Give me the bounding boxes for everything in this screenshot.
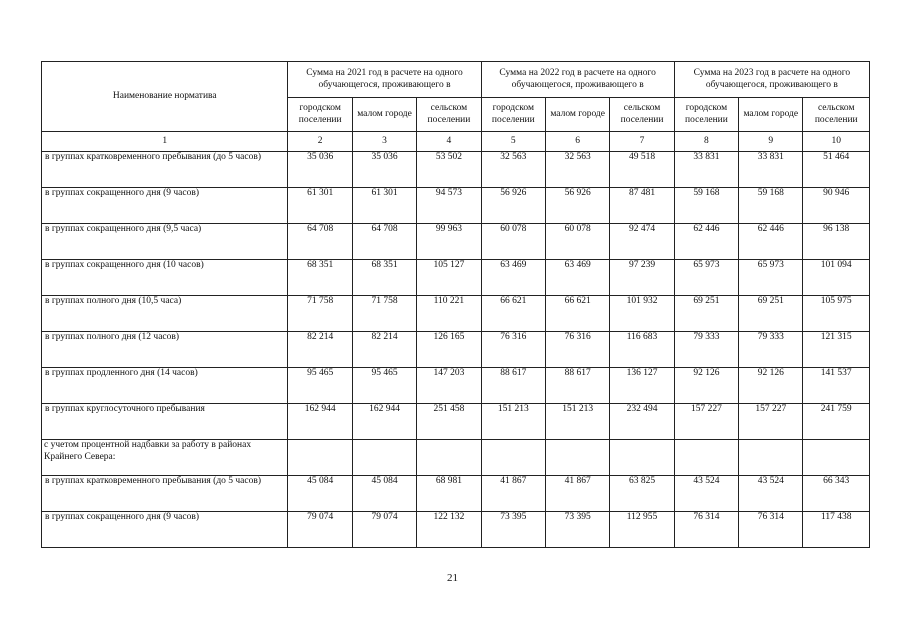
- table-row: [42, 368, 870, 404]
- table-header: [42, 62, 870, 152]
- table-cell: 45 084: [288, 476, 352, 512]
- row-label: в группах сокращенного дня (9 часов): [42, 512, 288, 548]
- table-cell: 71 758: [288, 296, 352, 332]
- table-cell: 62 446: [674, 224, 738, 260]
- section-row: [42, 440, 870, 476]
- table-cell: 59 168: [674, 188, 738, 224]
- table-row: [42, 332, 870, 368]
- table-cell: 136 127: [610, 368, 674, 404]
- table-cell: 62 446: [739, 224, 803, 260]
- table-cell: 76 314: [739, 512, 803, 548]
- table-row: [42, 152, 870, 188]
- table-cell: 79 074: [352, 512, 416, 548]
- header-name-column: Наименование норматива: [42, 62, 288, 132]
- header-row-numbers: [42, 132, 870, 152]
- table-row: [42, 476, 870, 512]
- table-row: [42, 512, 870, 548]
- table-cell: 110 221: [417, 296, 481, 332]
- table-cell: 88 617: [481, 368, 545, 404]
- row-label: в группах круглосуточного пребывания: [42, 404, 288, 440]
- table-cell: 63 825: [610, 476, 674, 512]
- row-label: в группах продленного дня (14 часов): [42, 368, 288, 404]
- column-number: 7: [610, 132, 674, 152]
- header-year-2021: Сумма на 2021 год в расчете на одного обучающегося, проживающего в: [288, 62, 481, 98]
- table-cell: 56 926: [481, 188, 545, 224]
- table-cell: 82 214: [288, 332, 352, 368]
- table-cell: 71 758: [352, 296, 416, 332]
- table-cell: 157 227: [674, 404, 738, 440]
- table-row: [42, 404, 870, 440]
- table-cell: 92 474: [610, 224, 674, 260]
- header-row-groups: [42, 62, 870, 98]
- table-cell: 157 227: [739, 404, 803, 440]
- table-cell: 99 963: [417, 224, 481, 260]
- table-cell: 60 078: [545, 224, 609, 260]
- table-cell: [739, 440, 803, 476]
- table-cell: 66 621: [545, 296, 609, 332]
- table-cell: 68 351: [288, 260, 352, 296]
- table-cell: 95 465: [352, 368, 416, 404]
- table-cell: 64 708: [288, 224, 352, 260]
- subcol-rural-2022: сельском поселении: [610, 98, 674, 132]
- table-cell: 92 126: [674, 368, 738, 404]
- row-label: в группах сокращенного дня (9,5 часа): [42, 224, 288, 260]
- table-cell: 76 316: [545, 332, 609, 368]
- table-row: [42, 260, 870, 296]
- table-cell: 116 683: [610, 332, 674, 368]
- table-cell: 151 213: [545, 404, 609, 440]
- table-cell: 151 213: [481, 404, 545, 440]
- table-cell: 35 036: [288, 152, 352, 188]
- column-number: 1: [42, 132, 288, 152]
- column-number: 9: [739, 132, 803, 152]
- column-number: 10: [803, 132, 870, 152]
- column-number: 4: [417, 132, 481, 152]
- table-cell: 241 759: [803, 404, 870, 440]
- table-cell: 79 333: [739, 332, 803, 368]
- table-cell: 79 333: [674, 332, 738, 368]
- table-cell: 63 469: [545, 260, 609, 296]
- row-label: с учетом процентной надбавки за работу в районах Крайнего Севера:: [42, 440, 288, 476]
- table-cell: 45 084: [352, 476, 416, 512]
- row-label: в группах кратковременного пребывания (до 5 часов): [42, 152, 288, 188]
- column-number: 8: [674, 132, 738, 152]
- table-body: [42, 152, 870, 548]
- table-cell: 141 537: [803, 368, 870, 404]
- table-cell: 76 314: [674, 512, 738, 548]
- table-cell: [674, 440, 738, 476]
- subcol-rural-2023: сельском поселении: [803, 98, 870, 132]
- subcol-small-town-2023: малом городе: [739, 98, 803, 132]
- column-number: 3: [352, 132, 416, 152]
- table-cell: 92 126: [739, 368, 803, 404]
- table-cell: 32 563: [481, 152, 545, 188]
- table-cell: 112 955: [610, 512, 674, 548]
- table-cell: 65 973: [674, 260, 738, 296]
- table-cell: 68 351: [352, 260, 416, 296]
- table-row: [42, 296, 870, 332]
- table-cell: 69 251: [739, 296, 803, 332]
- table-cell: 59 168: [739, 188, 803, 224]
- normative-table: [41, 61, 870, 548]
- subcol-urban-2022: городском поселении: [481, 98, 545, 132]
- table-cell: 43 524: [674, 476, 738, 512]
- table-cell: [545, 440, 609, 476]
- row-label: в группах сокращенного дня (10 часов): [42, 260, 288, 296]
- table-cell: 66 621: [481, 296, 545, 332]
- row-label: в группах сокращенного дня (9 часов): [42, 188, 288, 224]
- page-number: 21: [447, 572, 458, 584]
- table-cell: 97 239: [610, 260, 674, 296]
- table-cell: 101 094: [803, 260, 870, 296]
- table-cell: 162 944: [288, 404, 352, 440]
- table-cell: 122 132: [417, 512, 481, 548]
- table-cell: [352, 440, 416, 476]
- table-cell: 76 316: [481, 332, 545, 368]
- table-cell: 96 138: [803, 224, 870, 260]
- table-cell: 82 214: [352, 332, 416, 368]
- subcol-urban-2021: городском поселении: [288, 98, 352, 132]
- table-cell: 105 975: [803, 296, 870, 332]
- table-cell: 69 251: [674, 296, 738, 332]
- table-cell: 90 946: [803, 188, 870, 224]
- table-cell: 56 926: [545, 188, 609, 224]
- table-cell: 94 573: [417, 188, 481, 224]
- row-label: в группах кратковременного пребывания (до 5 часов): [42, 476, 288, 512]
- header-year-2023: Сумма на 2023 год в расчете на одного обучающегося, проживающего в: [674, 62, 869, 98]
- table-cell: [803, 440, 870, 476]
- subcol-urban-2023: городском поселении: [674, 98, 738, 132]
- table-cell: 126 165: [417, 332, 481, 368]
- table-cell: 79 074: [288, 512, 352, 548]
- table-cell: 66 343: [803, 476, 870, 512]
- table-cell: 61 301: [288, 188, 352, 224]
- table-cell: 53 502: [417, 152, 481, 188]
- table-cell: 63 469: [481, 260, 545, 296]
- table-cell: 43 524: [739, 476, 803, 512]
- table-cell: 65 973: [739, 260, 803, 296]
- table-cell: 41 867: [481, 476, 545, 512]
- table-cell: 162 944: [352, 404, 416, 440]
- table-cell: 251 458: [417, 404, 481, 440]
- table-cell: 147 203: [417, 368, 481, 404]
- table-cell: 73 395: [545, 512, 609, 548]
- table-cell: 32 563: [545, 152, 609, 188]
- subcol-rural-2021: сельском поселении: [417, 98, 481, 132]
- table-cell: 35 036: [352, 152, 416, 188]
- table-cell: 64 708: [352, 224, 416, 260]
- column-number: 6: [545, 132, 609, 152]
- table-cell: [417, 440, 481, 476]
- table-cell: [610, 440, 674, 476]
- table-cell: 41 867: [545, 476, 609, 512]
- table-cell: 73 395: [481, 512, 545, 548]
- table-cell: [481, 440, 545, 476]
- table-row: [42, 224, 870, 260]
- table-cell: 33 831: [739, 152, 803, 188]
- table-cell: 117 438: [803, 512, 870, 548]
- table-row: [42, 188, 870, 224]
- column-number: 5: [481, 132, 545, 152]
- table-cell: 232 494: [610, 404, 674, 440]
- header-year-2022: Сумма на 2022 год в расчете на одного обучающегося, проживающего в: [481, 62, 674, 98]
- table-cell: 121 315: [803, 332, 870, 368]
- subcol-small-town-2021: малом городе: [352, 98, 416, 132]
- row-label: в группах полного дня (12 часов): [42, 332, 288, 368]
- table-cell: 105 127: [417, 260, 481, 296]
- table-cell: 51 464: [803, 152, 870, 188]
- table-cell: 61 301: [352, 188, 416, 224]
- subcol-small-town-2022: малом городе: [545, 98, 609, 132]
- table-cell: 33 831: [674, 152, 738, 188]
- table-cell: 60 078: [481, 224, 545, 260]
- table-cell: 68 981: [417, 476, 481, 512]
- table-cell: [288, 440, 352, 476]
- table-cell: 49 518: [610, 152, 674, 188]
- column-number: 2: [288, 132, 352, 152]
- table-cell: 101 932: [610, 296, 674, 332]
- row-label: в группах полного дня (10,5 часа): [42, 296, 288, 332]
- table-cell: 95 465: [288, 368, 352, 404]
- table-cell: 87 481: [610, 188, 674, 224]
- table-cell: 88 617: [545, 368, 609, 404]
